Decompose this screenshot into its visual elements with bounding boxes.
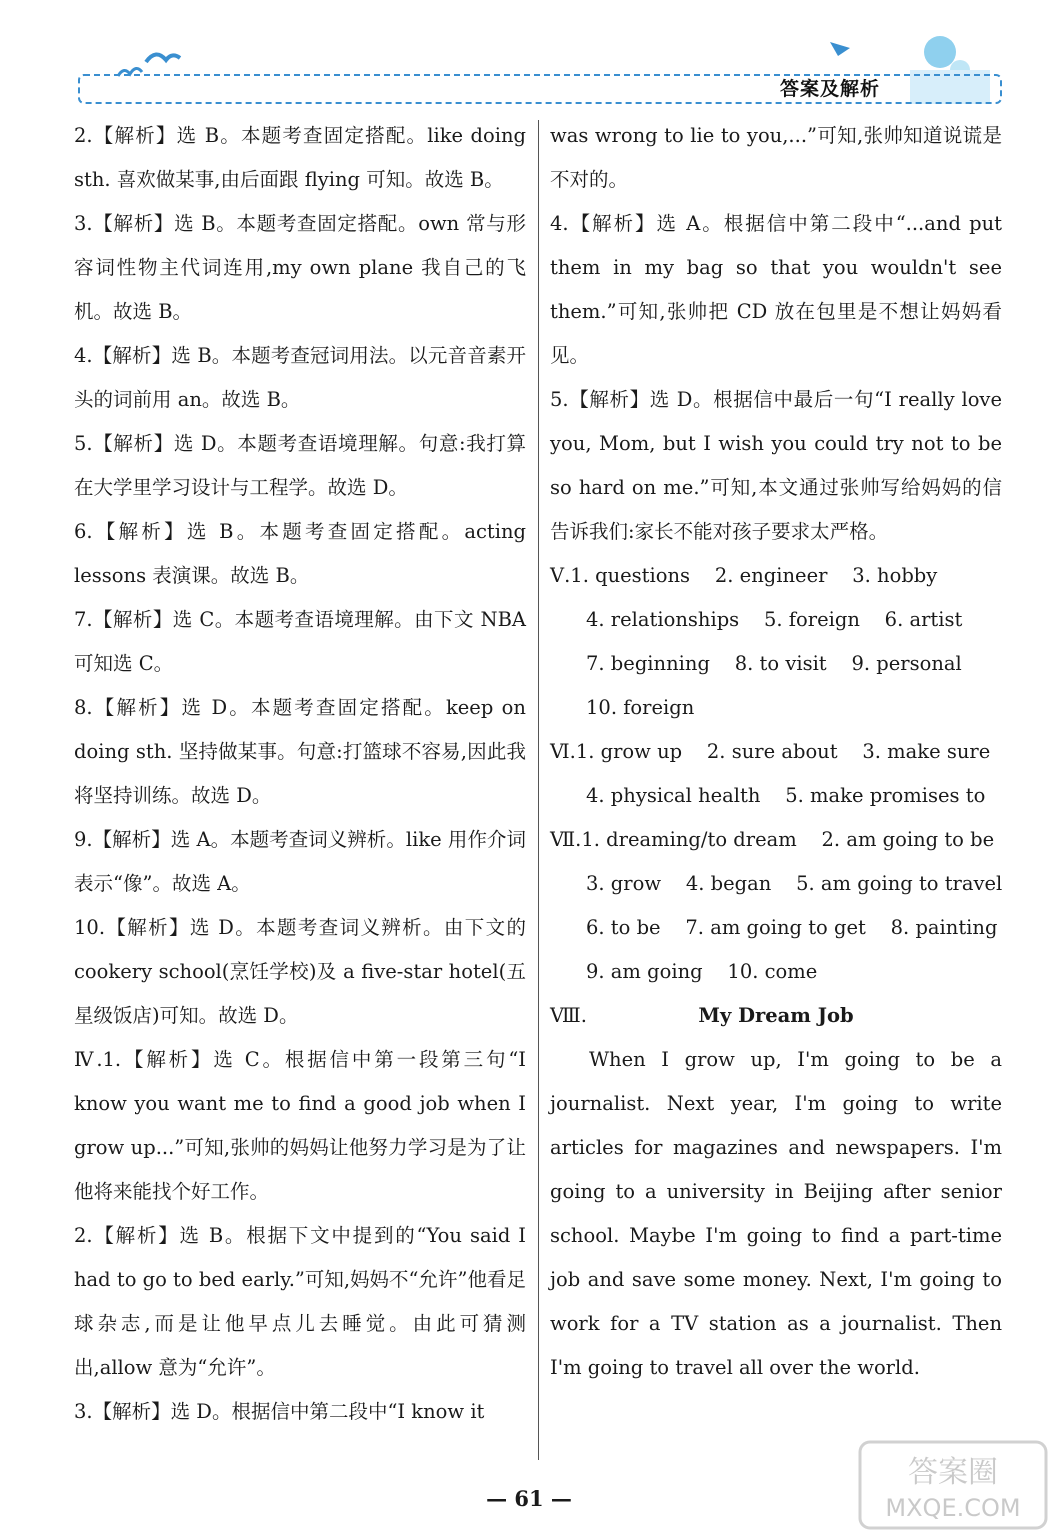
answer-item: was wrong to lie to you,...”可知,张帅知道说谎是不对的。 — [550, 124, 1002, 191]
left-column — [74, 114, 526, 1434]
answer-item: 2.【解析】选 B。本题考查固定搭配。like doing sth. 喜欢做某事,由后面跟 flying 可知。故选 B。 — [74, 124, 526, 191]
section-8-label: Ⅷ. — [550, 1004, 587, 1027]
essay-body: When I grow up, I'm going to be a journalist. Next year, I'm going to write articles for magazines and newspapers. I'm going to a university in Beijing after senior school. Maybe I'm going to find a part-time job and save some money. Next, I'm going to work for a TV station as a journalist. Then I'm going to travel all over the world. — [550, 1048, 1002, 1379]
answer-item: 3.【解析】选 B。本题考查固定搭配。own 常与形容词性物主代词连用,my own plane 我自己的飞机。故选 B。 — [74, 212, 526, 323]
essay-title: My Dream Job — [698, 1004, 854, 1027]
right-column — [550, 114, 1002, 1390]
page-number: — 61 — — [486, 1486, 572, 1511]
section-8 — [550, 994, 1002, 1390]
answer-item: 9.【解析】选 A。本题考查词义辨析。like 用作介词表示“像”。故选 A。 — [74, 828, 526, 895]
svg-text:答案圈: 答案圈 — [908, 1455, 998, 1490]
section-5-line: 1. questions 2. engineer 3. hobby — [570, 564, 938, 587]
answer-item: Ⅳ.1.【解析】选 C。根据信中第一段第三句“I know you want me to find a good job when I grow up...”可知,张帅的妈妈让他努力学习是为了让他将来能找个好工作。 — [74, 1048, 526, 1203]
section-6-label: Ⅵ. — [550, 740, 576, 763]
section-6 — [550, 730, 1002, 818]
section-5-line: 10. foreign — [586, 696, 695, 719]
section-7-line: 3. grow 4. began 5. am going to travel — [586, 872, 1003, 895]
section-7-line: 1. dreaming/to dream 2. am going to be — [581, 828, 995, 851]
answer-item: 6.【解析】选 B。本题考查固定搭配。acting lessons 表演课。故选 B。 — [74, 520, 526, 587]
answer-item: 5.【解析】选 D。根据信中最后一句“I really love you, Mom, but I wish you could try not to be so hard on me.”可知,本文通过张帅写给妈妈的信告诉我们:家长不能对孩子要求太严格。 — [550, 388, 1002, 543]
section-7-line: 9. am going 10. come — [586, 960, 818, 983]
section-7-label: Ⅶ. — [550, 828, 582, 851]
section-5-line: 4. relationships 5. foreign 6. artist — [586, 608, 963, 631]
answer-item: 10.【解析】选 D。本题考查词义辨析。由下文的 cookery school(烹饪学校)及 a five-star hotel(五星级饭店)可知。故选 D。 — [74, 916, 526, 1027]
section-6-line: 4. physical health 5. make promises to — [586, 784, 986, 807]
page-header — [0, 0, 1058, 118]
header-title: 答案及解析 — [779, 78, 880, 100]
answer-item: 4.【解析】选 A。根据信中第二段中“...and put them in my bag so that you wouldn't see them.”可知,张帅把 CD 放在包里是不想让妈妈看见。 — [550, 212, 1002, 367]
column-divider — [538, 120, 539, 1460]
answer-item: 8.【解析】选 D。本题考查固定搭配。keep on doing sth. 坚持做某事。句意:打篮球不容易,因此我将坚持训练。故选 D。 — [74, 696, 526, 807]
svg-text:MXQE.COM: MXQE.COM — [885, 1494, 1021, 1522]
answer-item: 5.【解析】选 D。本题考查语境理解。句意:我打算在大学里学习设计与工程学。故选 D。 — [74, 432, 526, 499]
answer-item: 7.【解析】选 C。本题考查语境理解。由下文 NBA 可知选 C。 — [74, 608, 526, 675]
answer-item: 3.【解析】选 D。根据信中第二段中“I know it — [74, 1400, 485, 1423]
answer-item: 4.【解析】选 B。本题考查冠词用法。以元音音素开头的词前用 an。故选 B。 — [74, 344, 526, 411]
section-6-line: 1. grow up 2. sure about 3. make sure — [575, 740, 991, 763]
section-5-label: Ⅴ. — [550, 564, 571, 587]
section-7 — [550, 818, 1002, 994]
section-5 — [550, 554, 1002, 730]
answer-item: 2.【解析】选 B。根据下文中提到的“You said I had to go to bed early.”可知,妈妈不“允许”他看足球杂志,而是让他早点儿去睡觉。由此可猜测出,allow 意为“允许”。 — [74, 1224, 526, 1379]
section-7-line: 6. to be 7. am going to get 8. painting — [586, 916, 998, 939]
watermark-logo — [858, 1440, 1048, 1530]
section-5-line: 7. beginning 8. to visit 9. personal — [586, 652, 962, 675]
